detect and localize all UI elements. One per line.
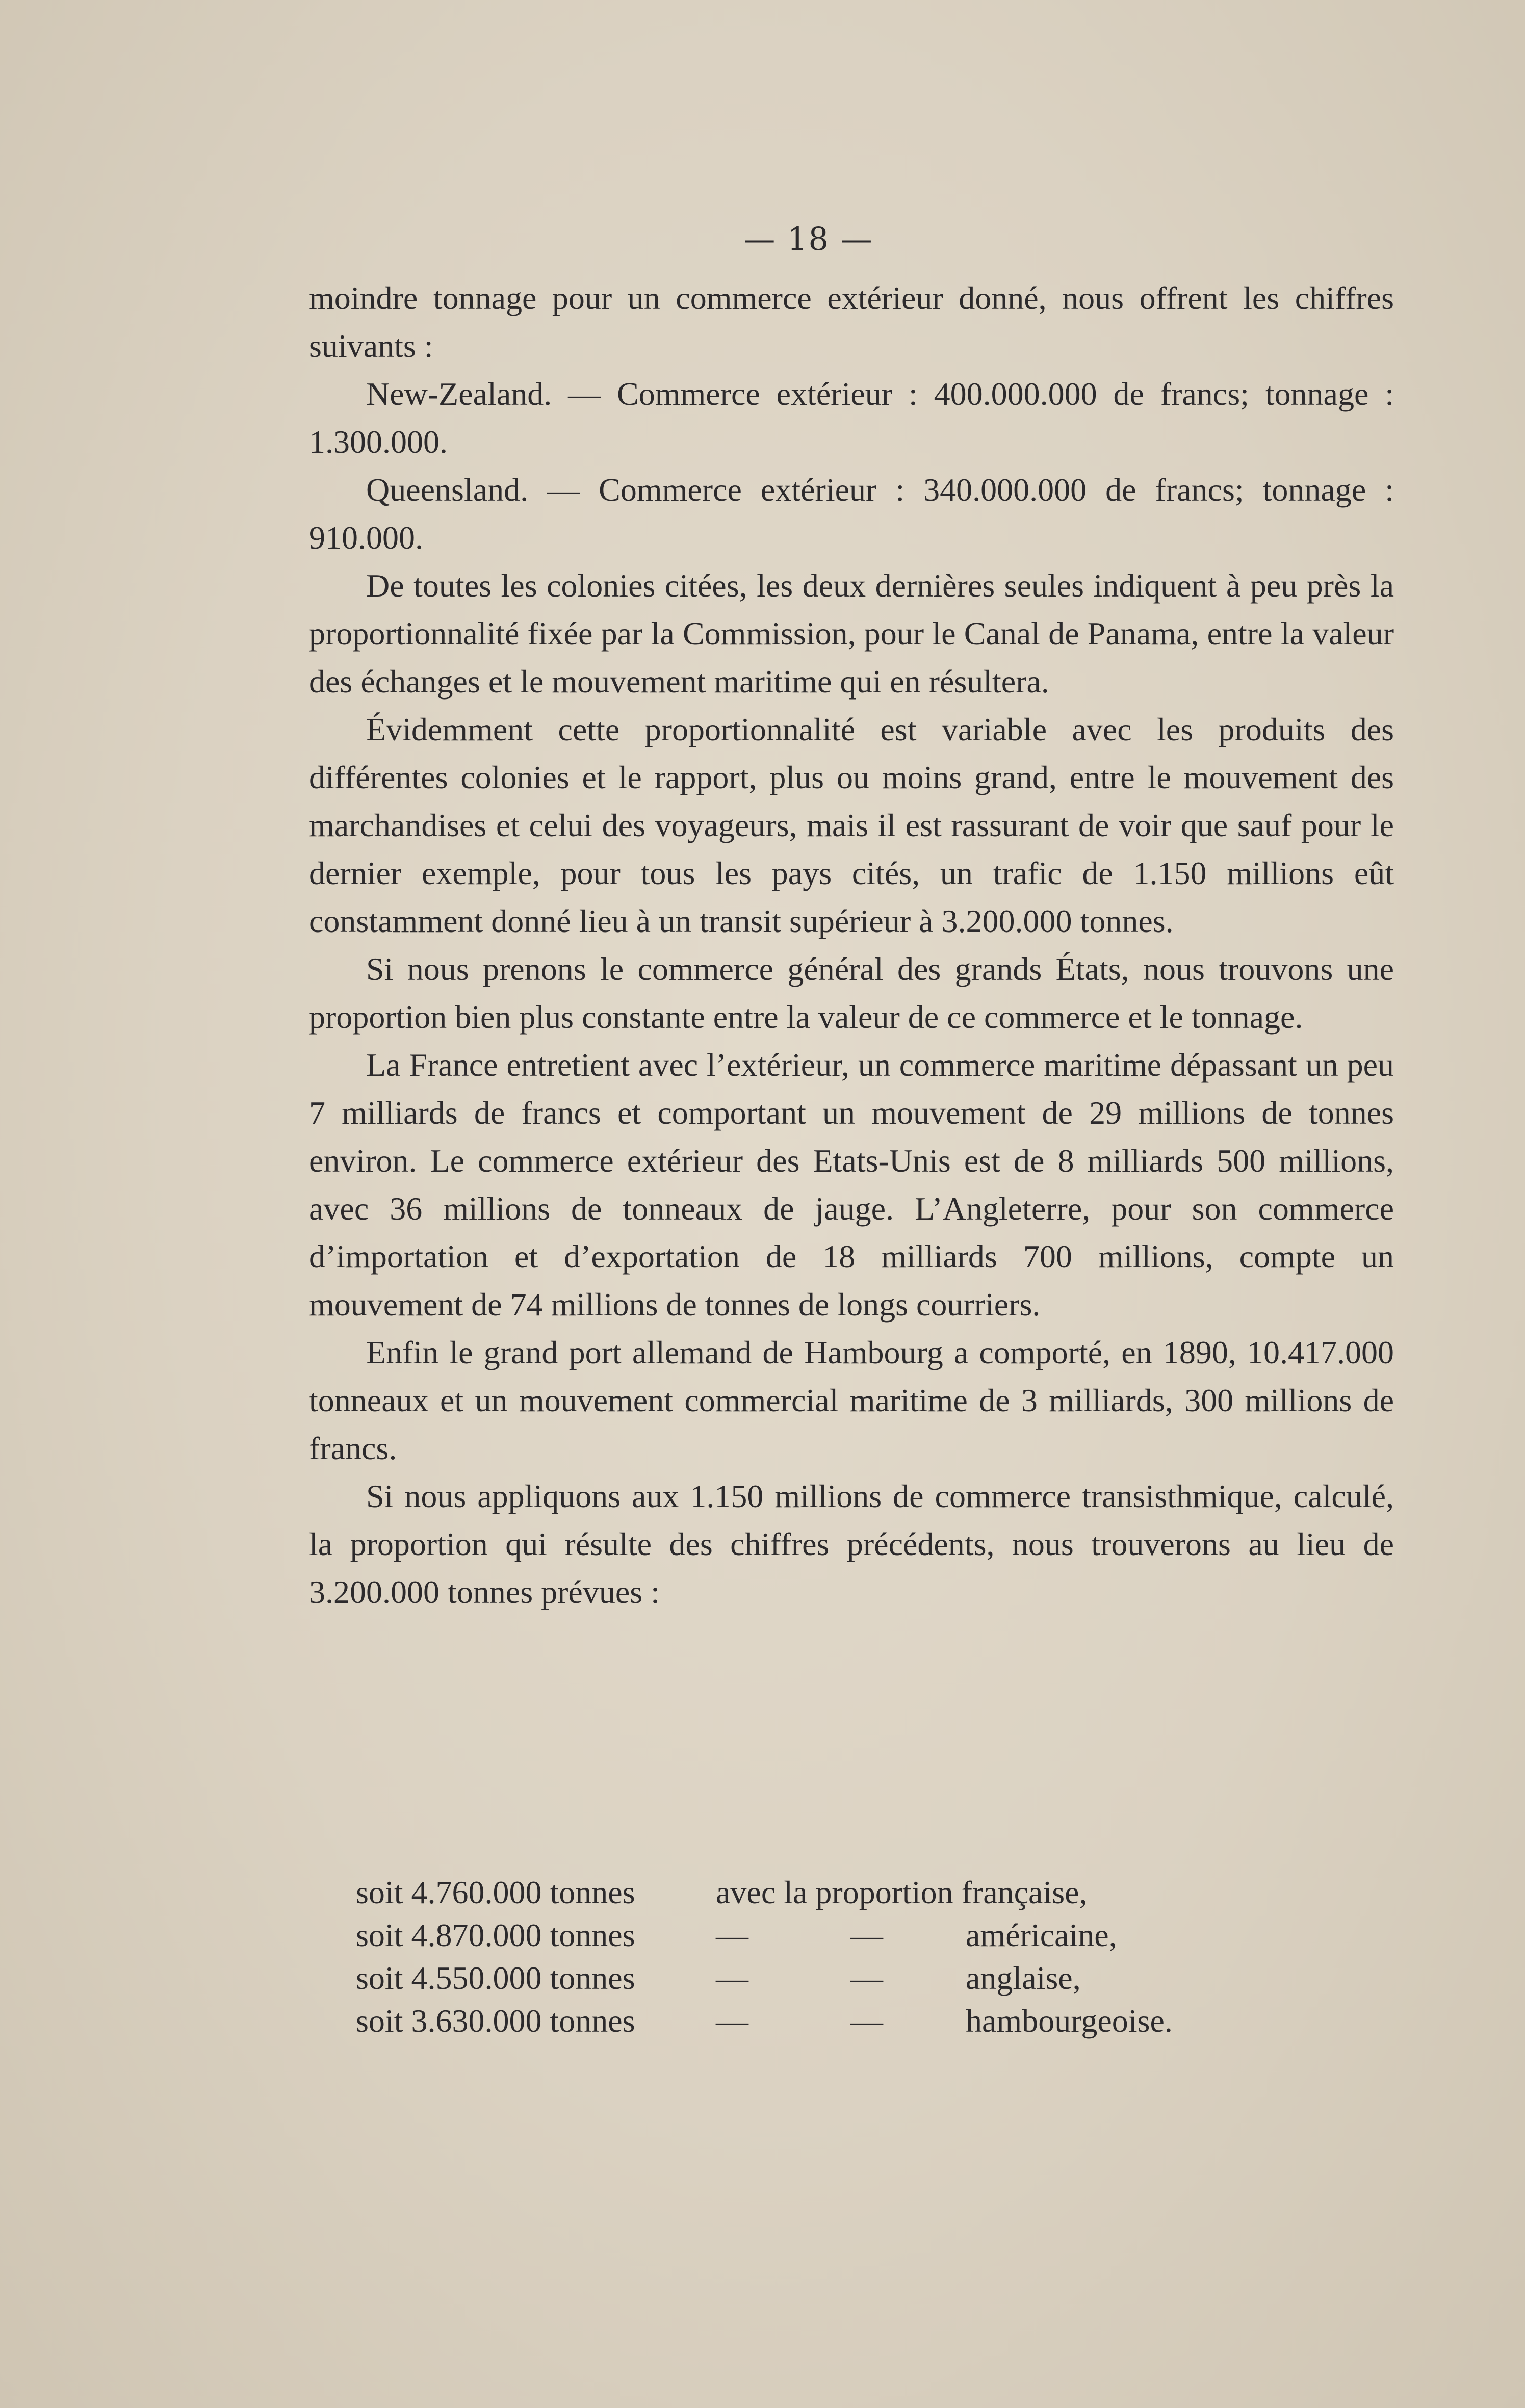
tonnage-label: anglaise, — [966, 1960, 1081, 1996]
tonnage-label: hambourgeoise. — [966, 2003, 1173, 2039]
paragraph: moindre tonnage pour un commerce extérieur donné, nous offrent les chiffres suivants : — [309, 280, 1394, 364]
tonnage-quantity: soit 4.870.000 tonnes — [356, 1917, 635, 1953]
tonnage-row — [356, 2000, 1274, 2042]
body-text — [309, 274, 1394, 1616]
tonnage-quantity: soit 3.630.000 tonnes — [356, 2003, 635, 2039]
paragraph: Évidemment cette proportionnalité est variable avec les produits des différentes colonies et le rapport, plus ou moins grand, entre le mouvement des marchandises et celui des voyageurs, mais il est rassurant de voir que sauf pour le dernier exemple, pour tous les pays cités, un trafic de 1.150 millions eût constamment donné lieu à un transit supérieur à 3.200.000 tonnes. — [309, 711, 1394, 939]
paragraph: Enfin le grand port allemand de Hambourg a comporté, en 1890, 10.417.000 tonneaux et un mouvement commercial maritime de 3 milliards, 300 millions de francs. — [309, 1334, 1394, 1466]
tonnage-list — [356, 1871, 1274, 2042]
paragraph: Si nous appliquons aux 1.150 millions de commerce transisthmique, calculé, la proportion qui résulte des chiffres précédents, nous trouverons au lieu de 3.200.000 tonnes prévues : — [309, 1478, 1394, 1610]
ditto-dash: — — [850, 1960, 883, 1996]
ditto-dash: — — [716, 1917, 748, 1953]
ditto-dash: — — [716, 2003, 748, 2039]
paragraph: De toutes les colonies citées, les deux dernières seules indiquent à peu près la proportionnalité fixée par la Commission, pour le Canal de Panama, entre la valeur des échanges et le mouvement maritime qui en résultera. — [309, 567, 1394, 700]
tonnage-row — [356, 1957, 1274, 2000]
tonnage-row — [356, 1914, 1274, 1957]
ditto-dash: — — [716, 1960, 748, 1996]
page-number: — 18 — — [743, 220, 873, 257]
tonnage-quantity: soit 4.760.000 tonnes — [356, 1874, 635, 1910]
tonnage-proportion: avec la proportion française, — [716, 1874, 1088, 1910]
tonnage-label: américaine, — [966, 1917, 1117, 1953]
paragraph: New-Zealand. — Commerce extérieur : 400.000.000 de francs; tonnage : 1.300.000. — [309, 376, 1394, 460]
ditto-dash: — — [850, 2003, 883, 2039]
paragraph: Si nous prenons le commerce général des grands États, nous trouvons une proportion bien plus constante entre la valeur de ce commerce et le tonnage. — [309, 951, 1394, 1035]
paragraph: Queensland. — Commerce extérieur : 340.000.000 de francs; tonnage : 910.000. — [309, 472, 1394, 556]
tonnage-row — [356, 1871, 1274, 1914]
tonnage-quantity: soit 4.550.000 tonnes — [356, 1960, 635, 1996]
ditto-dash: — — [850, 1917, 883, 1953]
paragraph: La France entretient avec l’extérieur, un commerce maritime dépassant un peu 7 milliards de francs et comportant un mouvement de 29 millions de tonnes environ. Le commerce extérieur des Etats-Unis est de 8 milliards 500 millions, avec 36 millions de tonneaux de jauge. L’Angleterre, pour son commerce d’importation et d’exportation de 18 milliards 700 millions, compte un mouvement de 74 millions de tonnes de longs courriers. — [309, 1047, 1394, 1323]
